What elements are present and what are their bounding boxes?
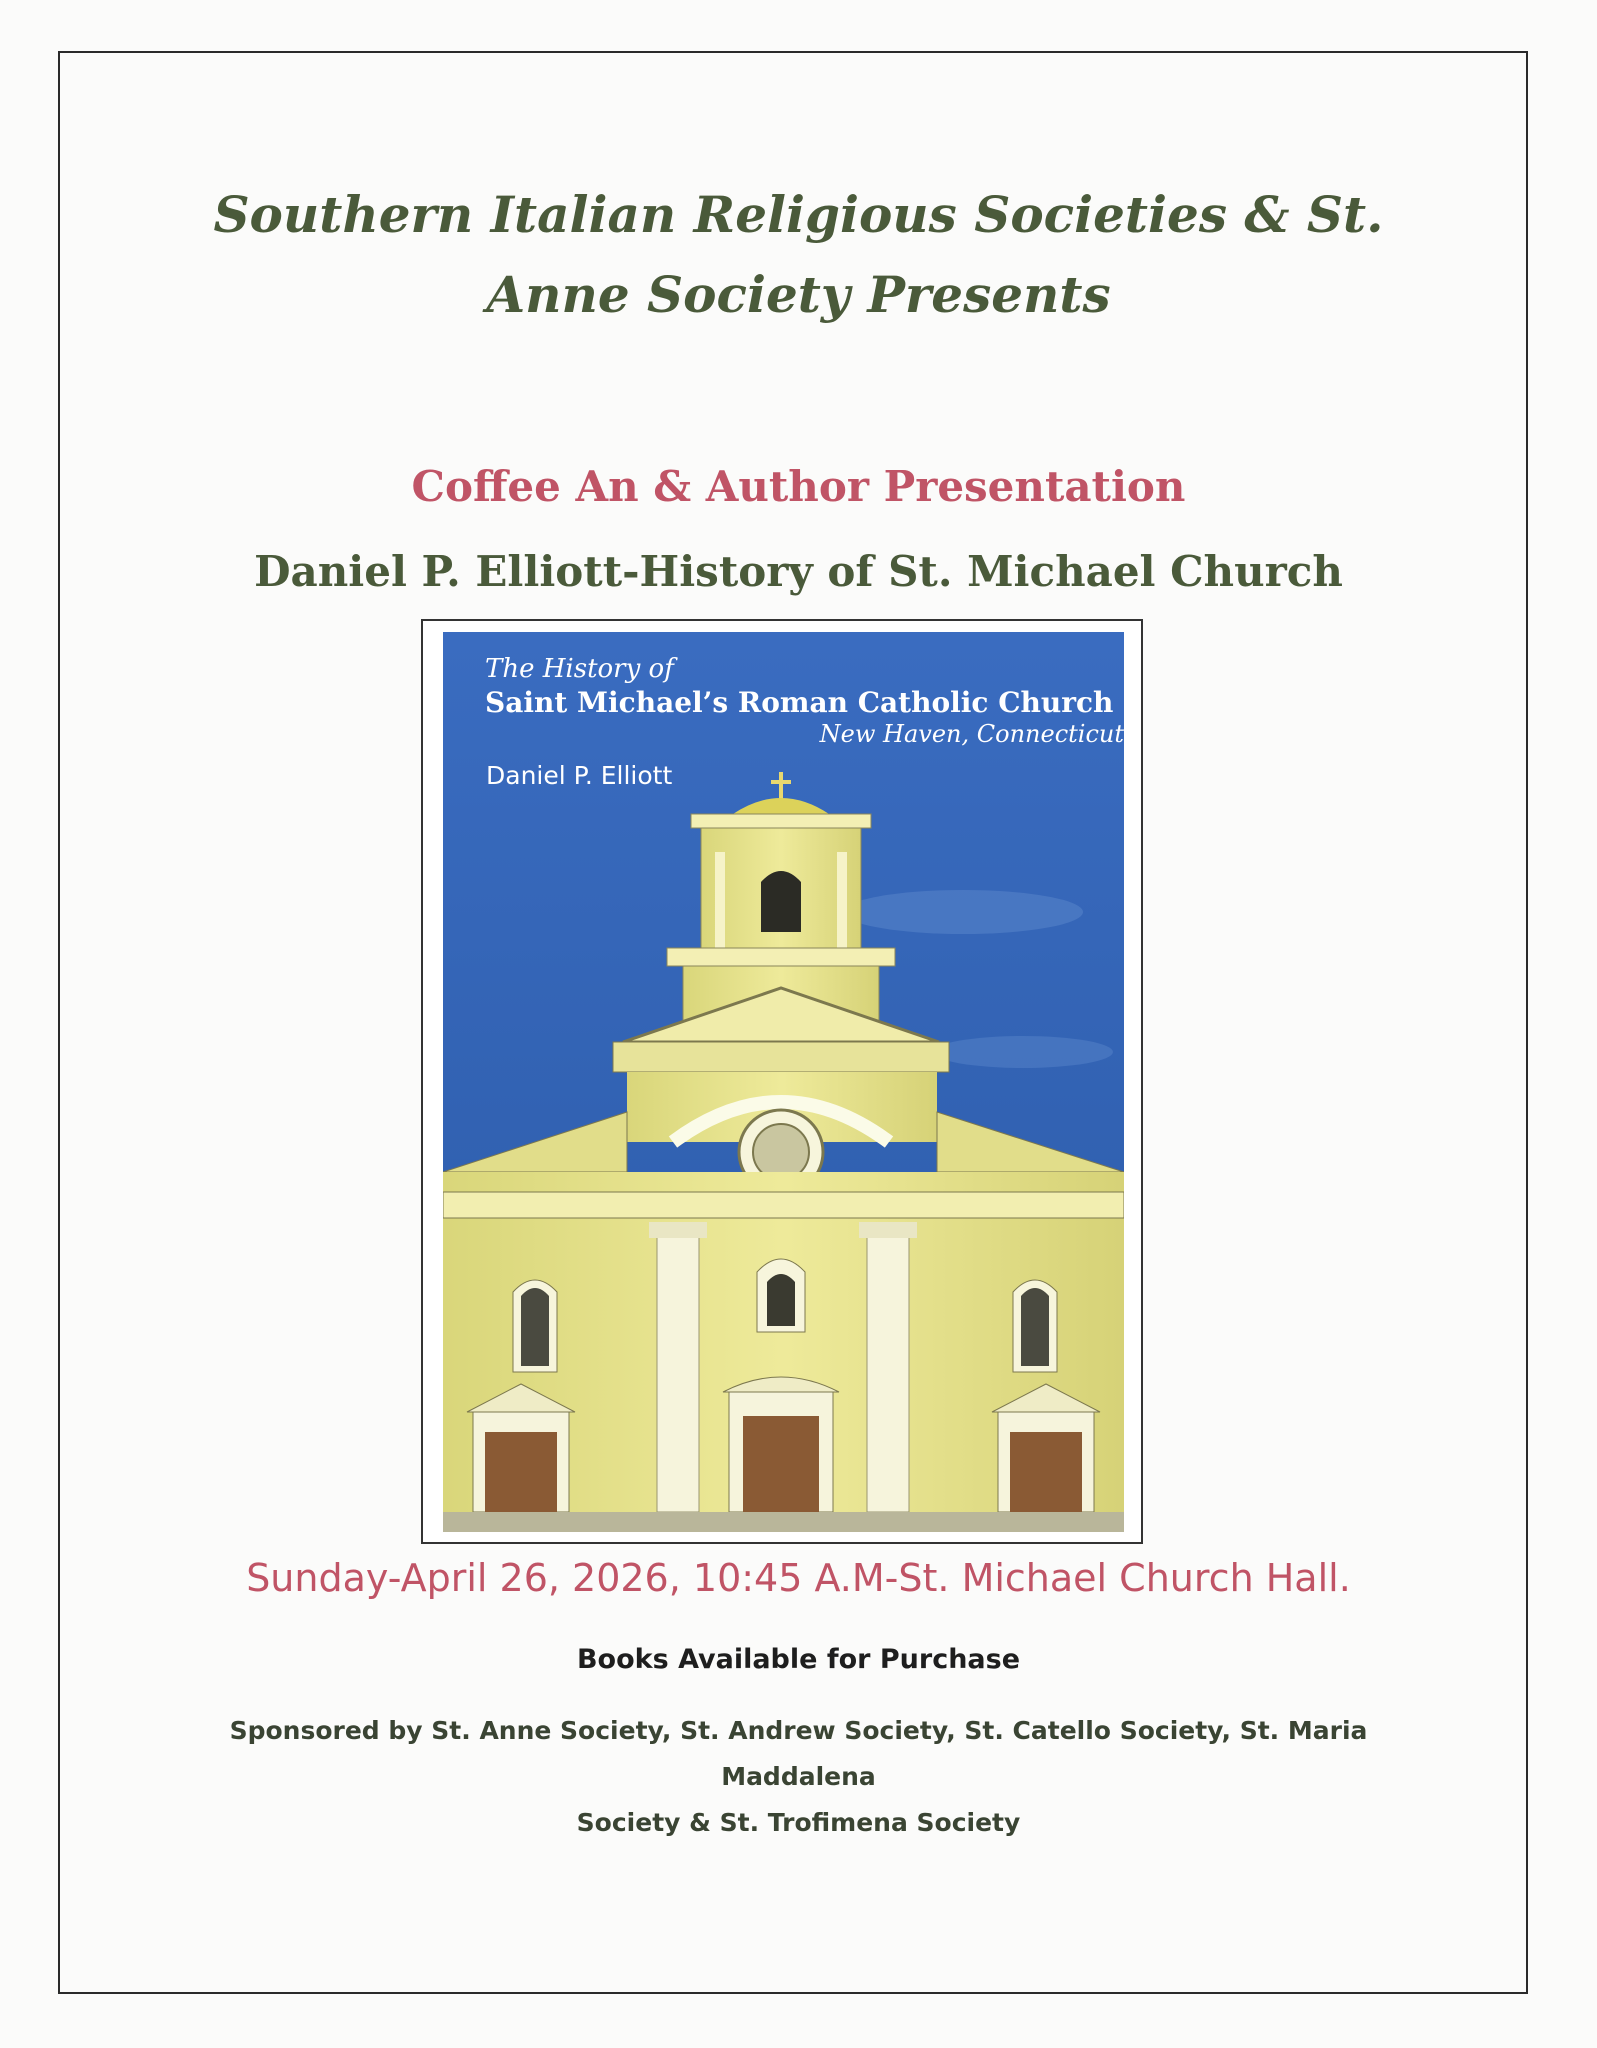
heading-line-2: Anne Society Presents [486,265,1111,324]
cover-subtitle: The History of [485,654,674,684]
sponsor-line-2: Society & St. Trofimena Society [576,1808,1021,1837]
books-note: Books Available for Purchase [576,1644,1021,1675]
event-date: Sunday-April 26, 2026, 10:45 A.M-St. Michael Church Hall. [246,1556,1351,1600]
sponsor-line-1: Sponsored by St. Anne Society, St. Andrew Society, St. Catello Society, St. Maria Maddalena [229,1716,1368,1791]
event-title: Coffee An & Author Presentation [411,462,1186,511]
heading-line-1: Southern Italian Religious Societies & St. [213,185,1384,244]
cover-author: Daniel P. Elliott [486,761,673,790]
cover-location: New Haven, Connecticut [819,720,1124,748]
book-cover-frame [421,619,1143,1544]
cover-title: Saint Michael’s Roman Catholic Church [485,686,1114,719]
author-line: Daniel P. Elliott-History of St. Michael Church [254,547,1343,596]
sponsors [180,1708,1417,1846]
book-cover-image [443,632,1124,1532]
